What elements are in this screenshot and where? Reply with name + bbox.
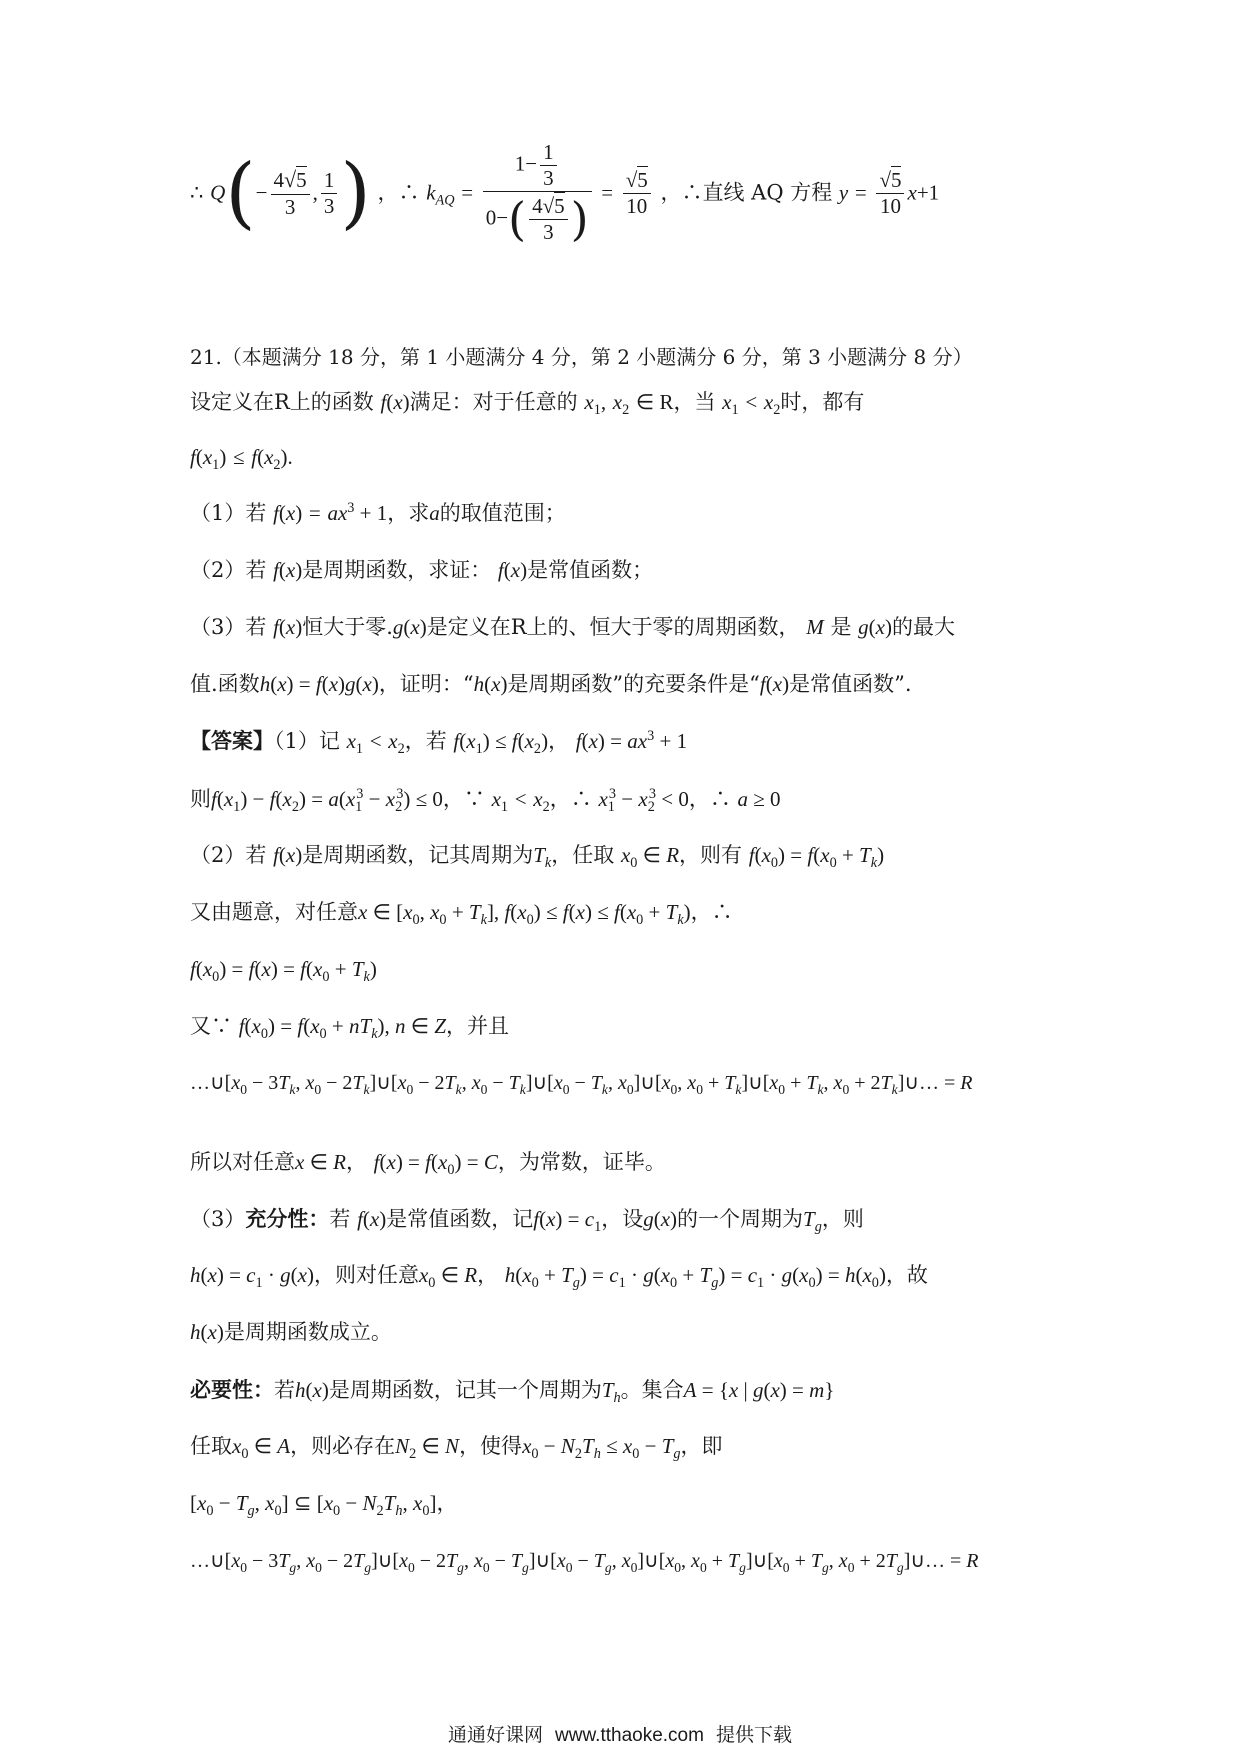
answer-part3-line3: h(x)是周期函数成立。: [190, 1320, 392, 1344]
fraction-slope: 1− $\frac{1}{3}$ 0−( $\frac{4√5}{3}$ ): [483, 140, 592, 248]
q21-stem-line1: 设定义在R上的函数 f(x)满足：对于任意的 $x_1$, $x_2$ ∈ R，当 $x_1 < x_2$时，都有: [190, 390, 865, 419]
answer-part3-line1: （3）充分性：若 f(x)是常值函数，记$f(x) = c_1$，设g(x)的一个周期为$T_g$，则: [190, 1206, 864, 1236]
q-slope-line: ∴ Q(− $\frac{4√5}{3}$ , $\frac{1}{3}$ ) ，∴ $k_{AQ}$ = 1− $\frac{1}{3}$ 0−( $\frac{4√5}{3}$ ) = $\frac{√5}{10}$ ，∴直线 AQ 方程 y = $\frac{√5}{10}$ x+1: [190, 140, 940, 247]
fraction-slope-value: $\frac{√5}{10}$: [623, 168, 651, 219]
answer-part2-union-k: $\dots\cup[x_0 - 3T_k$, $x_0$ − $2T_k]\cup[x_0 - 2T_k$, $x_0$ − $T_k]\cup[x_0 - T_k$, $x_0]\cup[x_0$, $x_0$ + $T_k]\cup[x_0 + T_k$, $x_0$ + $2T_k]\cup\dots = R$: [190, 1072, 973, 1097]
answer-part2-line4: 又∵ $f(x_0) = f(x_0 + nT_k)$, n ∈ Z，并且: [190, 1014, 510, 1043]
page-footer: [0, 1720, 1240, 1747]
q21-stem-line2: $f(x_1) \le f(x_2)$.: [190, 445, 293, 474]
q21-part1: （1）若 $f(x) = ax^3 + 1$，求a的取值范围；: [190, 500, 566, 525]
q21-part3-line1: （3）若 f(x)恒大于零.g(x)是定义在R上的、恒大于零的周期函数， M 是 g(x)的最大: [190, 615, 955, 639]
answer-part2-line3: $f(x_0) = f(x) = f(x_0 + T_k)$: [190, 957, 377, 986]
answer-part2-conclusion: 所以对任意x ∈ R， $f(x) = f(x_0) = C$，为常数，证毕。: [190, 1150, 666, 1179]
answer-part1-line1: 【答案】（1）记 $x_1 < x_2$，若 $f(x_1) \le f(x_2)$， $f(x) = ax^3 + 1$: [190, 728, 688, 758]
answer-part2-line1: （2）若 f(x)是周期函数，记其周期为$T_k$，任取 $x_0$ ∈ R，则有 $f(x_0) = f(x_0 + T_k)$: [190, 843, 885, 872]
answer-part2-line2: 又由题意，对任意x ∈ [$x_0$, $x_0 + T_k$], $f(x_0) \le f(x) \le f(x_0 + T_k)$，∴: [190, 900, 733, 929]
q21-header: 21.（本题满分 18 分，第 1 小题满分 4 分，第 2 小题满分 6 分，第 3 小题满分 8 分）: [190, 345, 973, 369]
answer-part1-line2: 则$f(x_1) - f(x_2) = a(x_1^3 - x_2^3) \le 0$，∵ $x_1 < x_2$，∴ $x_1^3 - x_2^3 < 0$，∴ a ≥ 0: [190, 786, 781, 816]
footer-url-link[interactable]: www.tthaoke.com: [555, 1725, 704, 1746]
answer-necessity-union-g: $\dots\cup[x_0 - 3T_g$, $x_0$ − $2T_g]\cup[x_0 - 2T_g$, $x_0$ − $T_g]\cup[x_0 - T_g$, $x_0]\cup[x_0$, $x_0$ + $T_g]\cup[x_0 + T_g$, $x_0$ + $2T_g]\cup\dots = R$: [190, 1550, 979, 1575]
q21-part3-line2: 值.函数h(x) = f(x)g(x)，证明：“h(x)是周期函数”的充要条件是“f(x)是常值函数”.: [190, 672, 912, 696]
answer-necessity-line2: 任取$x_0$ ∈ A，则必存在$N_2$ ∈ N，使得$x_0 - N_2T_h \le x_0 - T_g$，即: [190, 1434, 723, 1463]
fraction-q-x: $\frac{4√5}{3}$: [271, 167, 310, 220]
footer-site: 通通好课网: [447, 1724, 543, 1746]
fraction-line-coef: $\frac{√5}{10}$: [876, 168, 904, 219]
answer-necessity-line3: [$x_0 - T_g$, $x_0$] ⊆ [$x_0 - N_2T_h$, $x_0$]，: [190, 1491, 458, 1520]
therefore-symbol: ∴: [190, 180, 204, 205]
footer-tail: 提供下载: [716, 1724, 793, 1746]
answer-part3-line2: $h(x) = c_1 \cdot g(x)$，则对任意$x_0$ ∈ R， $h(x_0 + T_g) = c_1 \cdot g(x_0 + T_g) = c_1 \cdot g(x_0) = h(x_0)$，故: [190, 1263, 928, 1292]
answer-necessity-line1: 必要性：若h(x)是周期函数，记其一个周期为$T_h$。集合A = {x | g(x) = m}: [190, 1377, 835, 1407]
fraction-q-y: $\frac{1}{3}$: [321, 168, 338, 219]
q21-part2: （2）若 f(x)是周期函数，求证： f(x)是常值函数；: [190, 558, 654, 582]
